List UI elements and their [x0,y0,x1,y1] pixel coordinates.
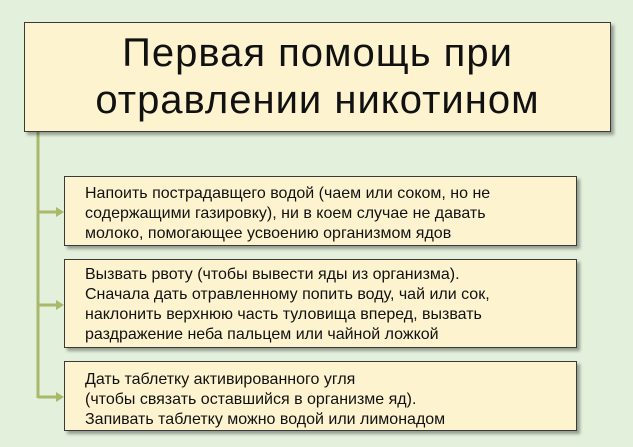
arrow-to-step-1 [38,207,64,217]
step-box-1: Напоить пострадавщего водой (чаем или соком, но не содержащими газировку), ни в коем случае не давать молоко, помогающее усвоению организмом ядов [64,176,577,246]
step-box-3: Дать таблетку активированного угля (чтобы связать оставшийся в организме яд). Запивать таблетку можно водой или лимонадом [64,361,577,431]
title-box [24,22,611,132]
diagram-title: Первая помощь при отравлении никотином [95,31,540,122]
arrow-to-step-2 [38,300,64,310]
step-box-2: Вызвать рвоту (чтобы вывести яды из организма). Сначала дать отравленному попить воду, чай или сок, наклонить верхнюю часть туловища вперед, вызвать раздражение неба пальцем или чайной ложкой [64,259,577,348]
arrow-to-step-3 [38,392,64,402]
